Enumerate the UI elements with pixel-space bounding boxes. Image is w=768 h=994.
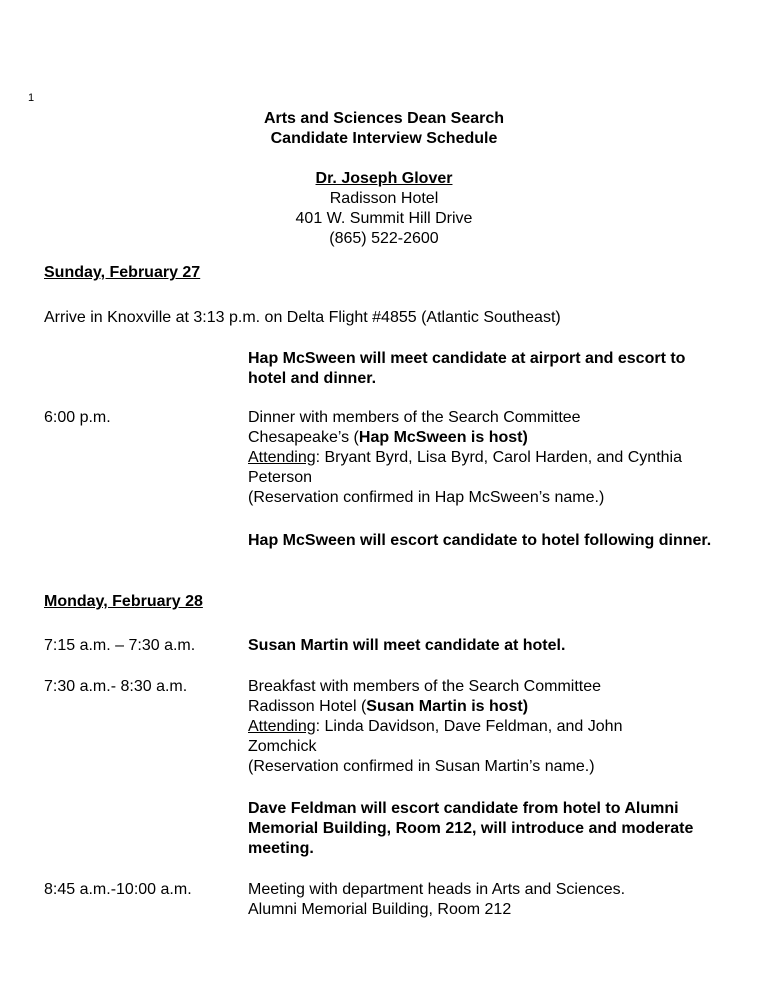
breakfast-details	[248, 677, 688, 777]
hotel-address: 401 W. Summit Hill Drive	[295, 210, 473, 227]
dinner-details	[248, 408, 688, 508]
sunday-return-note: Hap McSween will escort candidate to hotel following dinner.	[248, 532, 712, 549]
attending-label: Attending	[248, 718, 316, 735]
dinner-host: Hap McSween is host)	[358, 429, 528, 446]
hotel-name: Radisson Hotel	[329, 190, 439, 207]
page-number: 1	[28, 92, 35, 104]
sunday-escort-note: Hap McSween will meet candidate at airport and escort to hotel and dinner.	[248, 350, 686, 387]
dinner-reservation: (Reservation confirmed in Hap McSween’s name.)	[248, 489, 605, 506]
pickup-text: Susan Martin will meet candidate at hotel.	[248, 637, 566, 654]
breakfast-line: Breakfast with members of the Search Committee	[248, 678, 602, 695]
arrival-text: Arrive in Knoxville at 3:13 p.m. on Delta Flight #4855 (Atlantic Southeast)	[44, 309, 561, 326]
meeting-details	[248, 880, 728, 920]
dinner-venue-name: Chesapeake’s (	[248, 429, 359, 446]
meeting-line: Meeting with department heads in Arts and Sciences.	[248, 881, 626, 898]
hotel-phone: (865) 522-2600	[329, 230, 439, 247]
sunday-heading: Sunday, February 27	[44, 264, 201, 281]
pickup-time: 7:15 a.m. – 7:30 a.m.	[44, 637, 196, 654]
breakfast-venue	[248, 697, 688, 717]
title-line-1: Arts and Sciences Dean Search	[263, 110, 505, 127]
dinner-venue	[248, 428, 688, 448]
monday-escort-note: Dave Feldman will escort candidate from hotel to Alumni Memorial Building, Room 212, will introduce and moderate meeting.	[248, 800, 694, 857]
attending-names: : Linda Davidson, Dave Feldman, and John Zomchick	[248, 718, 623, 755]
monday-heading: Monday, February 28	[44, 593, 203, 610]
breakfast-time: 7:30 a.m.- 8:30 a.m.	[44, 678, 188, 695]
document-header	[0, 109, 768, 249]
attending-names: : Bryant Byrd, Lisa Byrd, Carol Harden, and Cynthia Peterson	[248, 449, 682, 486]
attending-label: Attending	[248, 449, 316, 466]
breakfast-venue-name: Radisson Hotel (	[248, 698, 367, 715]
candidate-name: Dr. Joseph Glover	[315, 170, 453, 187]
meeting-time: 8:45 a.m.-10:00 a.m.	[44, 881, 192, 898]
breakfast-reservation: (Reservation confirmed in Susan Martin’s name.)	[248, 758, 595, 775]
breakfast-host: Susan Martin is host)	[366, 698, 529, 715]
dinner-line: Dinner with members of the Search Committee	[248, 409, 581, 426]
title-line-2: Candidate Interview Schedule	[270, 130, 498, 147]
breakfast-attending	[248, 717, 648, 757]
dinner-attending	[248, 448, 688, 488]
dinner-time: 6:00 p.m.	[44, 409, 111, 426]
meeting-location: Alumni Memorial Building, Room 212	[248, 901, 512, 918]
